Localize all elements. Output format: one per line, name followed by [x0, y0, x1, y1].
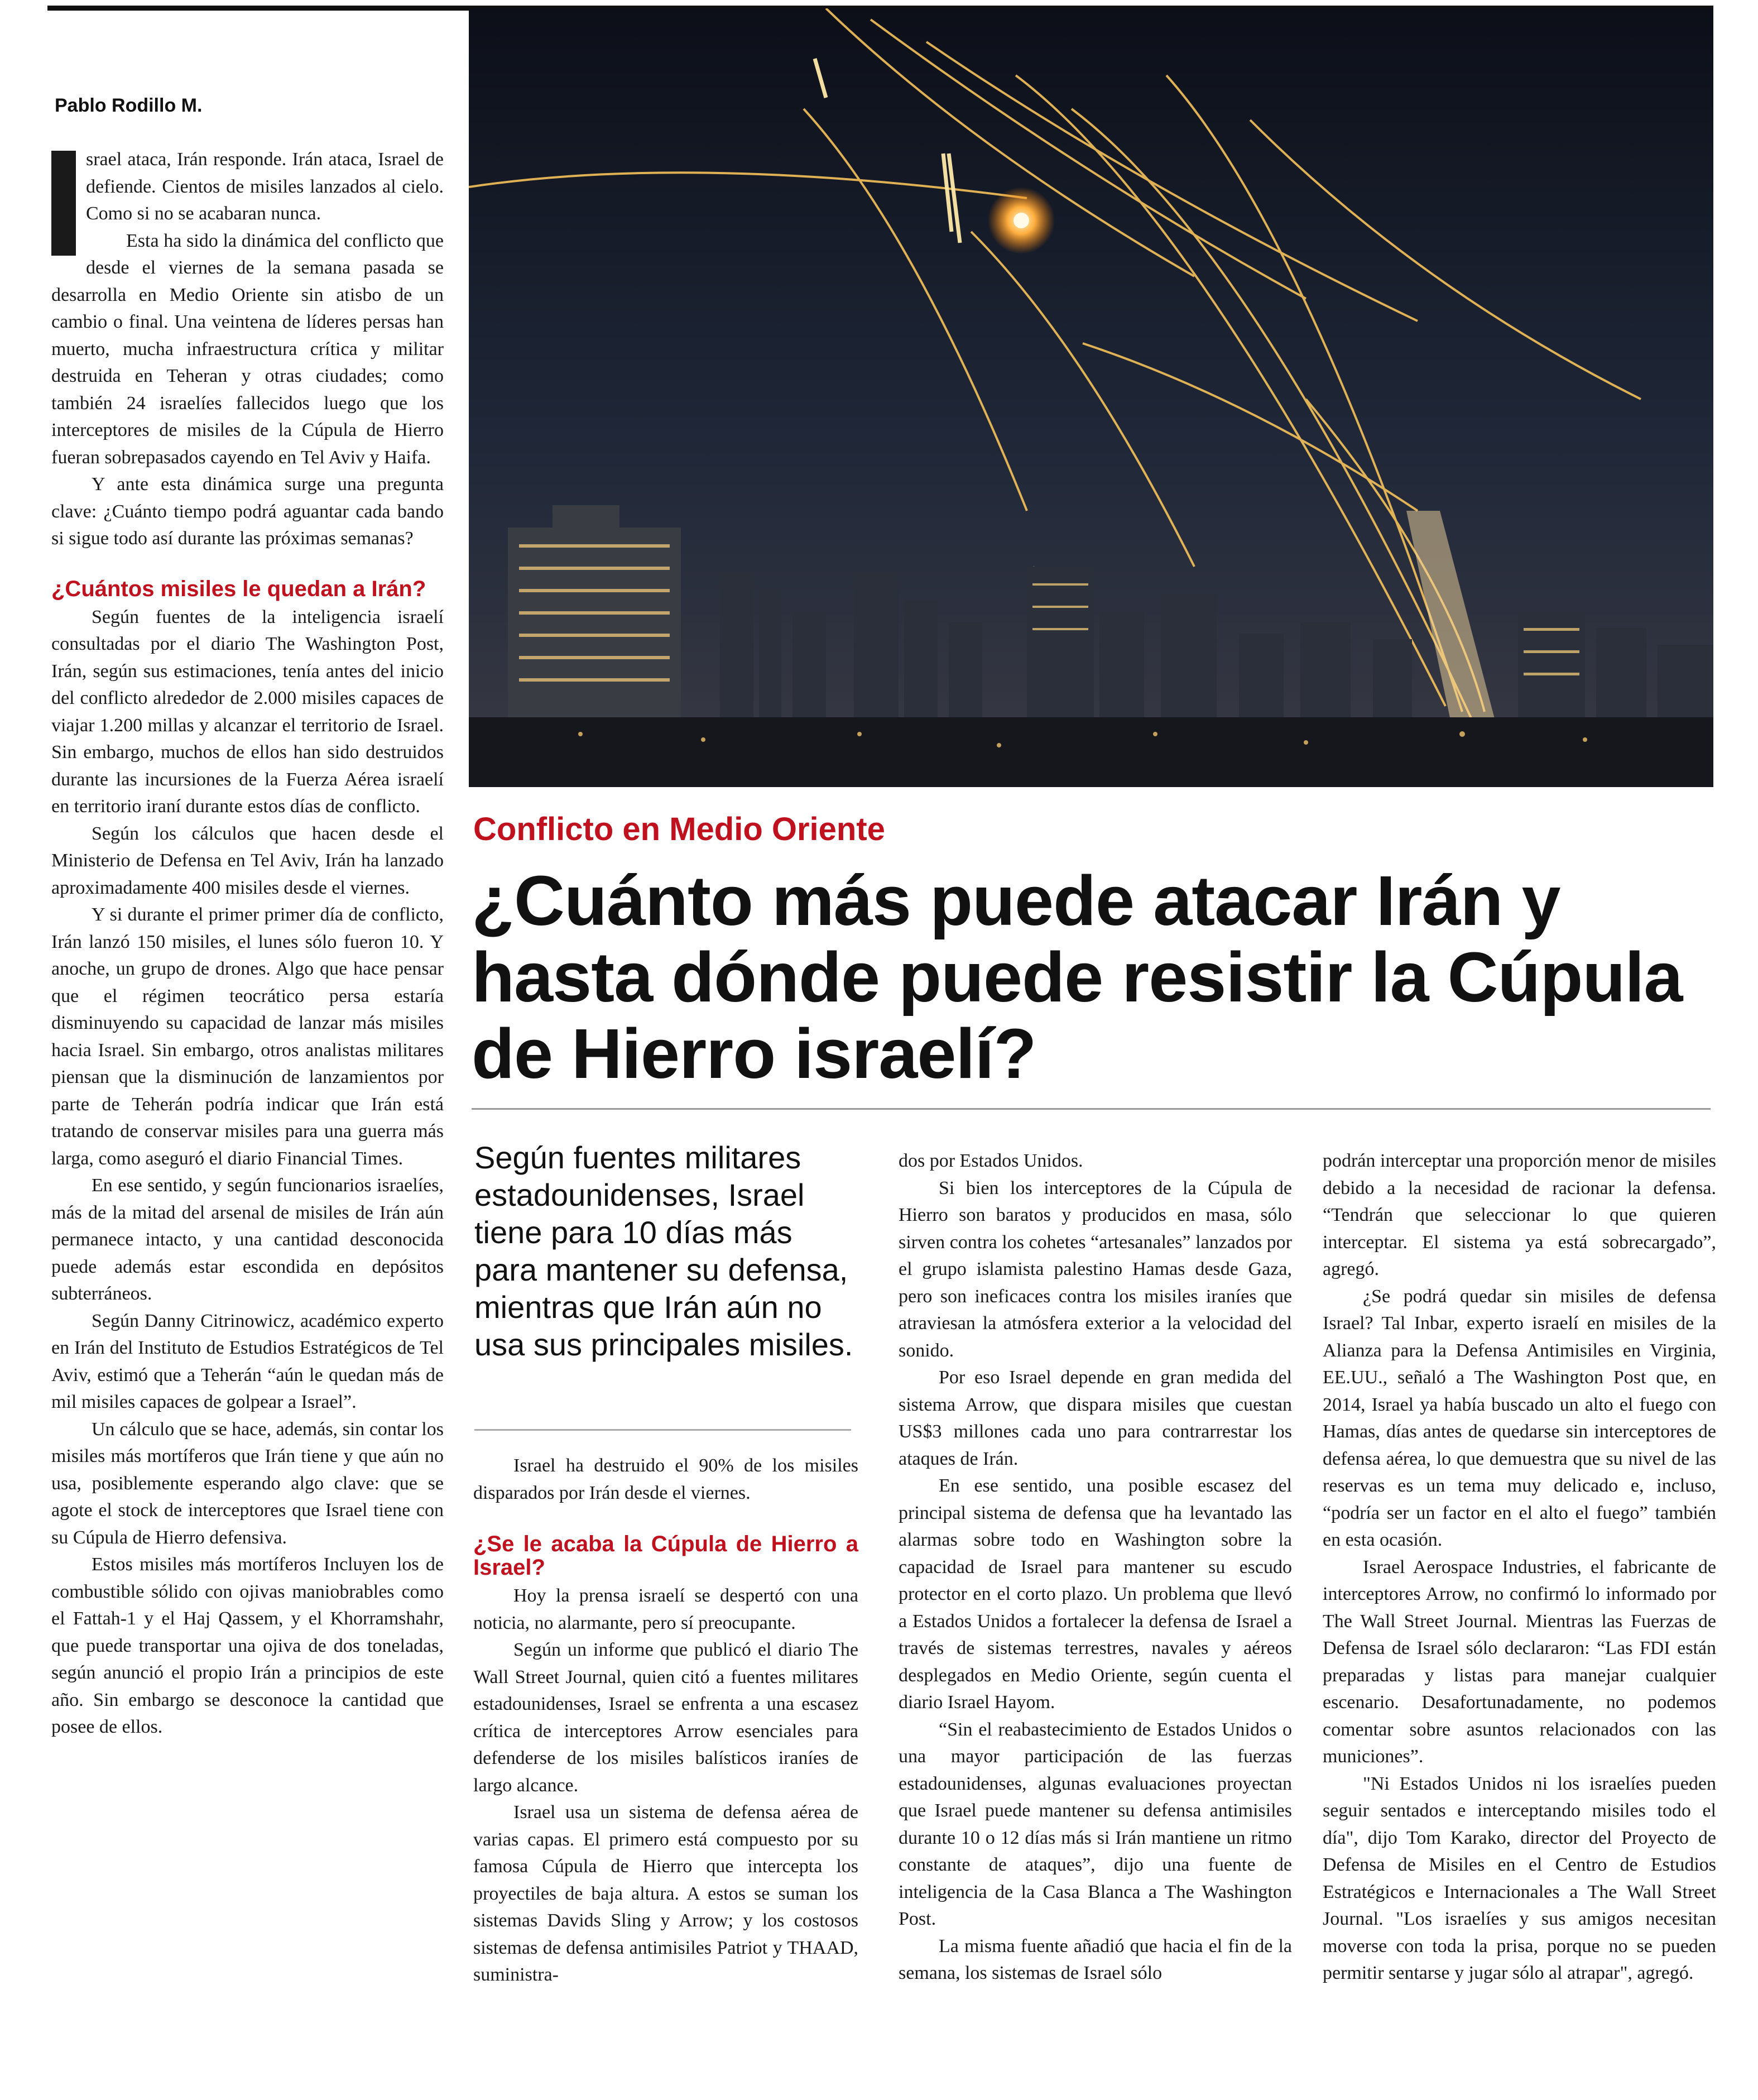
news-photo — [469, 8, 1713, 787]
paragraph: dos por Estados Unidos. — [899, 1150, 1083, 1171]
headline: ¿Cuánto más puede atacar Irán y hasta dónde puede resistir la Cúpula de Hierro israelí? — [472, 861, 1683, 1093]
deck: Según fuentes militares estadounidenses, Israel tiene para 10 días más para mantener su defensa, mientras que Irán aún no usa sus principales misiles. — [474, 1140, 853, 1362]
column-3 — [899, 1148, 1292, 1987]
paragraph: Hoy la prensa israelí se despertó con una noticia, no alarmante, pero sí preocupante. — [473, 1585, 858, 1633]
paragraph: En ese sentido, una posible escasez del principal sistema de defensa que ha levantado las alarmas sobre todo en Washington sobre la capacidad de Israel para mantener su escudo protector en el corto plazo. Un problema que llevó a Estados Unidos a fortalecer la defensa de Israel a través de sistemas terrestres, navales y aéreos desplegados en Medio Oriente, según cuenta el diario Israel Hayom. — [899, 1475, 1292, 1713]
paragraph: Según Danny Citrinowicz, académico experto en Irán del Instituto de Estudios Estratégicos de Tel Aviv, estimó que a Teherán “aún le quedan más de mil misiles capaces de golpear a Israel”. — [51, 1310, 444, 1412]
paragraph: Un cálculo que se hace, además, sin contar los misiles más mortíferos que Irán tiene y que aún no usa, posiblemente esperando algo clave: que se agote el stock de interceptores que Israel tiene con su Cúpula de Hierro defensiva. — [51, 1418, 444, 1548]
byline: Pablo Rodillo M. — [55, 95, 203, 116]
paragraph: Según los cálculos que hacen desde el Ministerio de Defensa en Tel Aviv, Irán ha lanzado aproximadamente 400 misiles desde el viernes. — [51, 823, 444, 898]
subheading: ¿Cuántos misiles le quedan a Irán? — [51, 576, 426, 601]
paragraph: Y si durante el primer primer día de conflicto, Irán lanzó 150 misiles, el lunes sólo fueron 10. Y anoche, un grupo de drones. Algo que hace pensar que el régimen teocrático persa estaría disminuyendo su capacidad de lanzar más misiles hacia Israel. Sin embargo, otros analistas militares piensan que la disminución de lanzamientos por parte de Teherán podría indicar que Irán está tratando de conservar misiles para una guerra más larga, como aseguró el diario Financial Times. — [51, 904, 444, 1169]
paragraph: Según un informe que publicó el diario The Wall Street Journal, quien citó a fuentes militares estadounidenses, Israel se enfrenta a una escasez crítica de interceptores Arrow esenciales para defenderse de los misiles balísticos iraníes de largo alcance. — [473, 1639, 858, 1796]
paragraph: La misma fuente añadió que hacia el fin de la semana, los sistemas de Israel sólo — [899, 1935, 1292, 1983]
paragraph: “Sin el reabastecimiento de Estados Unidos o una mayor participación de las fuerzas estadounidenses, algunas evaluaciones proyectan que Israel puede mantener su defensa antimisiles durante 10 o 12 días más si Irán mantiene un ritmo constante de ataques”, dijo una fuente de inteligencia de la Casa Blanca a The Washington Post. — [899, 1719, 1292, 1929]
paragraph: Y ante esta dinámica surge una pregunta clave: ¿Cuánto tiempo podrá aguantar cada bando si sigue todo así durante las próximas semanas? — [51, 474, 444, 549]
paragraph: Estos misiles más mortíferos Incluyen los de combustible sólido con ojivas maniobrables como el Fattah-1 y el Haj Qassem, y el Khorramshahr, que puede transportar una ojiva de dos toneladas, según anunció el propio Irán a principios de este año. Sin embargo se desconoce la cantidad que posee de ellos. — [51, 1554, 444, 1737]
column-1 — [51, 146, 444, 1741]
paragraph: Por eso Israel depende en gran medida del sistema Arrow, que dispara misiles que cuestan US$3 millones cada uno para contrarrestar los ataques de Irán. — [899, 1367, 1292, 1469]
column-4 — [1323, 1148, 1716, 1987]
paragraph: Israel ha destruido el 90% de los misiles disparados por Irán desde el viernes. — [473, 1455, 858, 1503]
paragraph: Israel usa un sistema de defensa aérea de varias capas. El primero está compuesto por su famosa Cúpula de Hierro que intercepta los proyectiles de baja altura. A estos se suman los sistemas Davids Sling y Arrow; y los costosos sistemas de defensa antimisiles Patriot y THAAD, suministra- — [473, 1802, 858, 1985]
paragraph: "Ni Estados Unidos ni los israelíes pueden seguir sentados e interceptando misiles todo el día", dijo Tom Karako, director del Proyecto de Defensa de Misiles en el Centro de Estudios Estratégicos e Internacionales a The Wall Street Journal. "Los israelíes y sus amigos necesitan moverse con toda la prisa, porque no se pueden permitir sentarse y jugar sólo al atrapar", agregó. — [1323, 1773, 1716, 1983]
paragraph: Esta ha sido la dinámica del conflicto que desde el viernes de la semana pasada se desarrolla en Medio Oriente sin atisbo de un cambio o final. Una veintena de líderes persas han muerto, mucha infraestructura crítica y militar destruida en Teheran y otras ciudades; como también 24 israelíes fallecidos luego que los interceptores de misiles de la Cúpula de Hierro fueran sobrepasados cayendo en Tel Aviv y Haifa. — [51, 230, 444, 468]
paragraph: Si bien los interceptores de la Cúpula de Hierro son baratos y producidos en masa, sólo sirven contra los cohetes “artesanales” lanzados por el grupo islamista palestino Hamas desde Gaza, pero son ineficaces contra los misiles iraníes que atraviesan la atmósfera exterior a la velocidad del sonido. — [899, 1177, 1292, 1361]
subheading: ¿Se le acaba la Cúpula de Hierro a Israel? — [473, 1532, 858, 1580]
paragraph: En ese sentido, y según funcionarios israelíes, más de la mitad del arsenal de misiles de Irán aún permanece intacto, y una cantidad desconocida puede además estar escondida en depósitos subterráneos. — [51, 1175, 444, 1304]
night-sky-missiles-illustration — [469, 8, 1713, 787]
headline-rule — [472, 1108, 1711, 1110]
paragraph: Israel Aerospace Industries, el fabricante de interceptores Arrow, no confirmó lo informado por The Wall Street Journal. Mientras las Fuerzas de Defensa de Israel sólo declararon: “Las FDI están preparadas y listas para manejar cualquier escenario. Desafortunadamente, no podemos comentar sobre asuntos relacionados con las municiones”. — [1323, 1556, 1716, 1767]
paragraph: srael ataca, Irán responde. Irán ataca, Israel de defiende. Cientos de misiles lanzados al cielo. Como si no se acabaran nunca. — [86, 149, 444, 224]
deck-rule — [474, 1429, 851, 1431]
paragraph: ¿Se podrá quedar sin misiles de defensa Israel? Tal Inbar, experto israelí en misiles de la Alianza para la Defensa Antimisiles en Virginia, EE.UU., señaló a The Washington Post que, en 2014, Israel ya había buscado un alto el fuego con Hamas, días antes de quedarse sin interceptores de defensa aérea, lo que demuestra que su nivel de las reservas es un tema muy delicado e, incluso, “podría ser un factor en el alto el fuego” también en esta ocasión. — [1323, 1286, 1716, 1550]
kicker: Conflicto en Medio Oriente — [473, 811, 885, 847]
drop-cap-i — [51, 151, 76, 256]
column-2 — [473, 1452, 858, 1989]
paragraph: podrán interceptar una proporción menor de misiles debido a la necesidad de racionar la defensa. “Tendrán que seleccionar lo que quieren interceptar. El sistema ya está sobrecargado”, agregó. — [1323, 1150, 1716, 1279]
paragraph: Según fuentes de la inteligencia israelí consultadas por el diario The Washington Post, Irán, según sus estimaciones, tenía antes del inicio del conflicto alrededor de 2.000 misiles capaces de viajar 1.200 millas y alcanzar el territorio de Israel. Sin embargo, muchos de ellos han sido destruidos durante las incursiones de la Fuerza Aérea israelí en territorio iraní durante estos días de conflicto. — [51, 606, 444, 817]
